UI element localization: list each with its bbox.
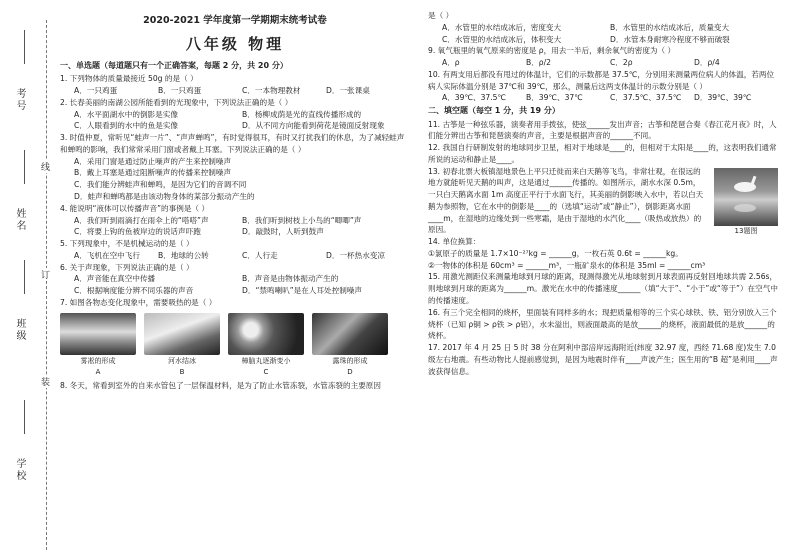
cut-mark-xian: 线 [41,160,50,173]
option[interactable]: B．水管里的水结成冰后，质量变大 [610,22,730,32]
question-14-part-2: ②一物体的体积是 60cm³ = ______m³，一瓶矿泉水的体积是 35ml = ______cm³ [428,260,706,270]
question-13: 13. 初春北票大板镇湿地景色上平只迁徙而来白天鹅等飞鸟，非常壮观，在很远的地方就能听见天鹅的叫声，这是通过______传播的。如图所示，湖水水深 0.5m，一只白天鹅离水面 1m 高度正平行于水面飞行，其美丽的倒影映入水中，若以白天鹅为参照物，它在水中的倒影是____的（选填“运动”或“静止”），倒影距离水面____m，在湿地的边缘处到一些寒霜，是由于湿地的水汽化____（吸热或放热）的原因。 [428,166,704,235]
exam-subtitle: 八年级 物理 [185,34,285,53]
question-2-options-row1 [60,109,410,121]
figure-13 [714,168,778,237]
option[interactable]: D．“禁鸣喇叭”是在人耳处控制噪声 [242,286,363,296]
exam-number-label: 考号 [14,88,25,112]
figure-caption: 雾凇的形成 [80,356,116,365]
option[interactable]: D．水管本身耐寒冷程度不够而破裂 [610,34,730,44]
option[interactable]: D．一杯热水变凉 [326,250,386,260]
camphor-balls-photo [228,313,304,355]
question-6: 6. 关于声现象，下列说法正确的是（ ） [60,262,194,272]
option[interactable]: B．戴上耳塞是通过阻断噪声的传播来控制噪声 [74,168,232,178]
question-10: 10. 有两支用后都没有甩过的体温计，它们的示数都是 37.5℃，分别用来测量两位病人的体温，若两位病人实际体温分别是 37℃和 39℃，那么，测量后这两支体温计的示数分别是（ ） [428,69,775,91]
question-7: 7. 如图各物态变化现象中，需要吸热的是（ ） [60,297,217,307]
option[interactable]: A．我们听到雨滴打在雨伞上的“嗒嗒”声 [74,215,209,225]
name-blank[interactable] [24,150,25,184]
question-15: 15. 用激光测距仪来测量地球到月球的距离，现测得激光从地球射到月球表面再反射回地球共需 2.56s，则地球到月球的距离为______m。激光在水中的传播速度______（填“大于”、“小于”或“等于”）在空气中的传播速度。 [428,272,778,305]
question-5-options [60,250,410,262]
option[interactable]: D．敲鼓时，人听到鼓声 [242,227,324,237]
option[interactable]: A．采用门窗是通过防止噪声的产生来控制噪声 [74,156,232,166]
question-9-options [428,57,778,69]
question-14-part-1: ①氯原子的质量是 1.7×10⁻²⁷kg = ______g，一枚石英 0.6t = ______kg。 [428,248,683,258]
question-1-options [60,85,410,97]
question-8-continued: 是（ ） [428,11,454,20]
option[interactable]: B．一只鸡蛋 [158,86,202,96]
option[interactable]: A．水管里的水结成冰后，密度变大 [442,22,562,32]
option[interactable]: B．ρ/2 [526,58,552,68]
figure-caption: 樟脑丸逐渐变小 [241,356,291,365]
figure-letter: B [179,367,185,376]
question-14: 14. 单位换算： [428,237,481,247]
option[interactable]: C．将要上钩的鱼被岸边的说话声吓跑 [74,227,201,237]
question-9: 9. 氧气瓶里的氧气原来的密度是 ρ，用去一半后，剩余氧气的密度为（ ） [428,46,676,56]
question-3: 3. 时值仲夏，常听见“蛙声一片”、“声声蝉鸣”，有时觉得很耳，有时又打扰我们的休息，为了减轻蛙声和蝉鸣的影响，我们常常采用门窗或者戴上耳塞。下列说法正确的是（ ） [60,133,405,154]
question-4-options-row1 [60,215,410,227]
question-8-options-row1 [428,22,778,34]
question-1: 1. 下列物体的质量最接近 50g 的是（ ） [60,74,198,84]
option[interactable]: C．2ρ [610,58,633,68]
option[interactable]: A．一只鸡蛋 [74,86,118,96]
cut-mark-zhuang: 装 [41,375,50,388]
name-label: 姓名 [14,208,25,232]
question-12: 12. 我国自行研制发射的地球同步卫星，相对于地球是____的，但相对于太阳是____的，这表明我们通常所说的运动和静止是____。 [428,143,777,164]
section-fill-in: 二、填空题（每空 1 分，共 19 分） [428,106,560,116]
option[interactable]: B．声音是由物体振动产生的 [242,274,339,284]
question-17: 17. 2017 年 4 月 25 日 5 时 38 分在阿利中部涪岸远海附近(纬度 32.97 度，西经 71.68 度)发生 7.0 级左右地震。有些动物比人提前感觉到，是因为地震时伴有____声波产生；医生用的“B 超”是利用____声波获得信息。 [428,343,778,376]
option[interactable]: B．杨柳成荫是光的直线传播形成的 [242,109,362,119]
binding-margin [0,0,50,560]
option[interactable]: A．ρ [442,58,460,68]
figure-c[interactable] [228,313,304,378]
option[interactable]: D．蛙声和蝉鸣都是由该动物身体的某部分振动产生的 [74,192,255,202]
figure-caption: 露珠的形成 [332,356,368,365]
option[interactable]: B．我们听到树枝上小鸟的“唧唧”声 [242,215,362,225]
rime-photo [60,313,136,355]
question-6-options-row1 [60,273,410,285]
class-blank[interactable] [24,260,25,294]
right-column [428,0,778,377]
option[interactable]: D．39℃、39℃ [694,93,752,103]
figure-d[interactable] [312,313,388,378]
section-single-choice: 一、单选题（每道题只有一个正确答案，每题 2 分，共 20 分） [60,60,288,70]
figure-letter: A [95,367,101,376]
figure-a[interactable] [60,313,136,378]
dew-photo [312,313,388,355]
swan-photo [714,168,778,226]
class-label: 班级 [14,318,25,342]
question-5: 5. 下列现象中，不是机械运动的是（ ） [60,239,194,249]
figure-letter: D [347,367,353,376]
exam-title: 2020-2021 学年度第一学期期末统考试卷 [143,15,327,26]
option[interactable]: B．地球的公转 [158,250,209,260]
option[interactable]: C．一本物理教材 [242,86,301,96]
question-2-options-row2 [60,120,410,132]
question-4: 4. 能说明“液体可以传播声音”的事例是（ ） [60,203,210,213]
question-2: 2. 长春美丽的南湖公园所能看到的光现象中，下列说法正确的是（ ） [60,97,293,107]
question-6-options-row2 [60,285,410,297]
option[interactable]: A．39℃、37.5℃ [442,93,507,103]
option[interactable]: C．37.5℃、37.5℃ [610,93,682,103]
figure-b[interactable] [144,313,220,378]
option[interactable]: D．ρ/4 [694,58,720,68]
figure-letter: C [263,367,269,376]
option[interactable]: A．声音能在真空中传播 [74,274,156,284]
cut-line [46,20,47,550]
option[interactable]: C．人眼看到的水中的鱼是实像 [74,121,179,131]
school-blank[interactable] [24,400,25,434]
question-16: 16. 有三个完全相同的烧杯，里面装有同样多的水；现把质量相等的三个实心球铁、铁、铝分别放入三个烧杯（已知 ρ铜 > ρ铁 > ρ铝），水未溢出，则液面最高的是放______的烧杯，液面最低的是放______的烧杯。 [428,307,777,341]
figure-caption: 河水结冰 [168,356,196,365]
option[interactable]: D．从不同方向能看到荷花是镜面反射现象 [242,121,385,131]
question-10-options [428,92,778,104]
option[interactable]: A．水平面湖水中的倒影是实像 [74,109,178,119]
cut-mark-ding: 订 [41,268,50,281]
question-8-options-row2 [428,34,778,46]
question-11: 11. 古筝是一种弦乐器，演奏者用手拨弦，使弦______发出声音；古筝和琵琶合奏《春江花月夜》时，人们能分辨出古筝和琵琶演奏的声音，主要是根据声音的______不同。 [428,119,777,141]
option[interactable]: D．一张课桌 [326,86,370,96]
option[interactable]: C．我们能分辨蛙声和蝉鸣，是因为它们的音调不同 [74,180,247,190]
exam-number-blank[interactable] [24,30,25,64]
option[interactable]: A．飞机在空中飞行 [74,250,140,260]
school-label: 学校 [14,458,25,482]
frozen-river-photo [144,313,220,355]
option[interactable]: C．水管里的水结成冰后，体积变大 [442,34,562,44]
question-4-options-row2 [60,226,410,238]
left-column [60,0,410,392]
question-7-figures [60,313,410,378]
option[interactable]: B．39℃、37℃ [526,93,583,103]
option[interactable]: C．根据响度能分辨不同乐器的声音 [74,286,194,296]
option[interactable]: C．人行走 [242,250,278,260]
figure-13-caption: 13题图 [734,226,758,235]
question-8: 8. 冬天，常看到室外的自来水管包了一层保温材料，是为了防止水管冻裂，水管冻裂的主要原因 [60,381,381,391]
